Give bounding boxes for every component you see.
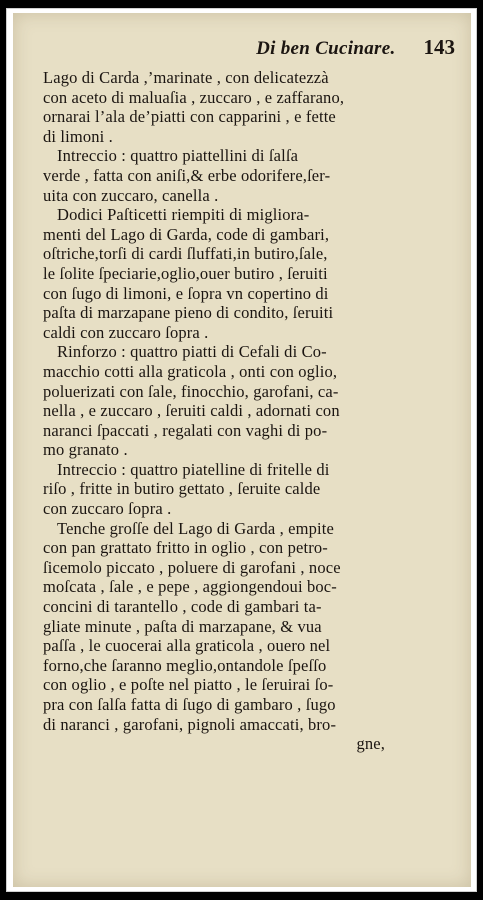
page-header bbox=[41, 35, 455, 63]
catchword: gne, bbox=[356, 734, 385, 754]
text-line: paſſa , le cuocerai alla graticola , ouero nel bbox=[43, 636, 331, 656]
text-line: menti del Lago di Garda, code di gambari, bbox=[43, 224, 330, 244]
text-line: le ſolite ſpeciarie,oglio,ouer butiro , ſeruiti bbox=[43, 263, 328, 283]
book-page bbox=[13, 13, 471, 887]
text-line: riſo , fritte in butiro gettato , ſeruite calde bbox=[43, 479, 321, 499]
running-head: Di ben Cucinare. bbox=[256, 38, 396, 59]
text-line: verde , fatta con aniſi,& erbe odorifere,ſer- bbox=[43, 165, 331, 185]
text-line: con pan grattato fritto in oglio , con petro- bbox=[43, 538, 328, 558]
text-line: caldi con zuccaro ſopra . bbox=[43, 322, 209, 342]
text-line: Tenche groſſe del Lago di Garda , empite bbox=[57, 518, 334, 538]
text-line: poluerizati con ſale, finocchio, garofani, ca- bbox=[43, 381, 339, 401]
text-line: forno,che ſaranno meglio,ontandole ſpeſſo bbox=[43, 655, 327, 675]
page-frame bbox=[6, 8, 477, 892]
body-text bbox=[43, 68, 463, 754]
text-line: oſtriche,torſi di cardi ſluffati,in butiro,ſale, bbox=[43, 244, 328, 264]
text-line: con ſugo di limoni, e ſopra vn copertino di bbox=[43, 283, 329, 303]
text-line: pra con ſalſa fatta di ſugo di gambaro , ſugo bbox=[43, 695, 336, 714]
text-line: paſta di marzapane pieno di condito, ſeruiti bbox=[43, 303, 334, 323]
text-line: naranci ſpaccati , regalati con vaghi di po- bbox=[43, 420, 328, 440]
text-line: Intreccio : quattro piattellini di ſalſa bbox=[57, 146, 299, 166]
text-line: macchio cotti alla graticola , onti con oglio, bbox=[43, 361, 338, 381]
text-line: ſicemolo piccato , poluere di garofani , noce bbox=[43, 557, 341, 577]
text-line: con aceto di maluaſia , zuccaro , e zaffarano, bbox=[43, 87, 345, 107]
text-line: con oglio , e poſte nel piatto , le ſeruirai ſo- bbox=[43, 675, 334, 695]
text-line: ornarai l’ala de’piatti con capparini , e fette bbox=[43, 107, 336, 127]
text-line: Rinforzo : quattro piatti di Cefali di Co- bbox=[57, 342, 327, 362]
text-line: nella , e zuccaro , ſeruiti caldi , adornati con bbox=[43, 401, 340, 421]
text-line: con zuccaro ſopra . bbox=[43, 499, 172, 519]
page-number: 143 bbox=[423, 35, 455, 59]
text-line: Intreccio : quattro piatelline di fritelle di bbox=[57, 459, 330, 479]
text-line: concini di tarantello , code di gambari ta- bbox=[43, 597, 322, 617]
text-line: Lago di Carda ,’marinate , con delicatezzà bbox=[43, 68, 329, 87]
text-line: moſcata , ſale , e pepe , aggiongendoui boc- bbox=[43, 577, 337, 597]
text-line: di limoni . bbox=[43, 126, 113, 146]
text-line: uita con zuccaro, canella . bbox=[43, 185, 219, 205]
text-line: di naranci , garofani, pignoli amaccati, bro- bbox=[43, 714, 337, 734]
text-line: mo granato . bbox=[43, 440, 128, 460]
text-line: gliate minute , paſta di marzapane, & vua bbox=[43, 616, 322, 636]
text-line: Dodici Paſticetti riempiti di migliora- bbox=[57, 205, 310, 225]
